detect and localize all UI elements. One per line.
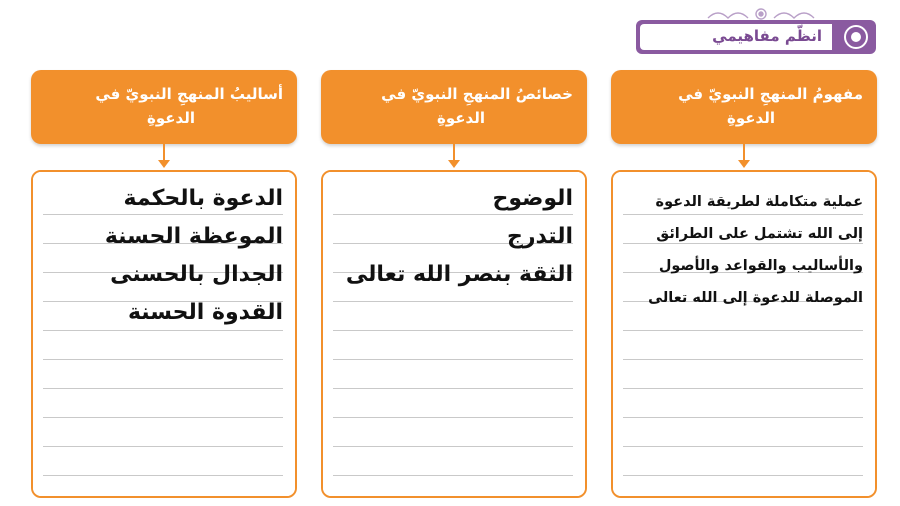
answer-line: الموصلة للدعوة إلى الله تعالى — [648, 290, 863, 306]
header-line: الدعوةِ — [147, 109, 195, 127]
answer-line: الوضوح — [492, 186, 573, 211]
answer-line: إلى الله تشتمل على الطرائق — [656, 226, 863, 242]
header-line: أساليبُ المنهجِ النبويّ في — [95, 85, 283, 103]
answer-line: التدرج — [506, 224, 573, 249]
answer-box — [31, 170, 297, 498]
column-header — [611, 70, 877, 144]
header-line: خصائصُ المنهجِ النبويّ في — [381, 85, 573, 103]
answer-line: الموعظة الحسنة — [104, 224, 283, 249]
answer-line: القدوة الحسنة — [127, 300, 283, 325]
answer-line: الدعوة بالحكمة — [123, 186, 283, 211]
answer-line: والأساليب والقواعد والأصول — [658, 258, 863, 274]
column-definition — [611, 70, 877, 500]
column-methods — [31, 70, 297, 500]
header-line: مفهومُ المنهجِ النبويّ في — [678, 85, 863, 103]
concept-icon — [844, 25, 868, 49]
header-line: الدعوةِ — [727, 109, 775, 127]
header-line: الدعوةِ — [437, 109, 485, 127]
column-header — [31, 70, 297, 144]
arrow-down-icon — [158, 160, 170, 168]
answer-box — [321, 170, 587, 498]
answer-line: الجدال بالحسنى — [110, 262, 283, 287]
section-banner — [636, 6, 876, 52]
column-characteristics — [321, 70, 587, 500]
answer-box — [611, 170, 877, 498]
banner-title: انظّم مفاهيمي — [712, 27, 822, 45]
column-header — [321, 70, 587, 144]
answer-line: عملية متكاملة لطريقة الدعوة — [655, 194, 863, 210]
banner-bar — [636, 20, 876, 54]
answer-line: الثقة بنصر الله تعالى — [345, 262, 573, 287]
arrow-down-icon — [738, 160, 750, 168]
arrow-down-icon — [448, 160, 460, 168]
